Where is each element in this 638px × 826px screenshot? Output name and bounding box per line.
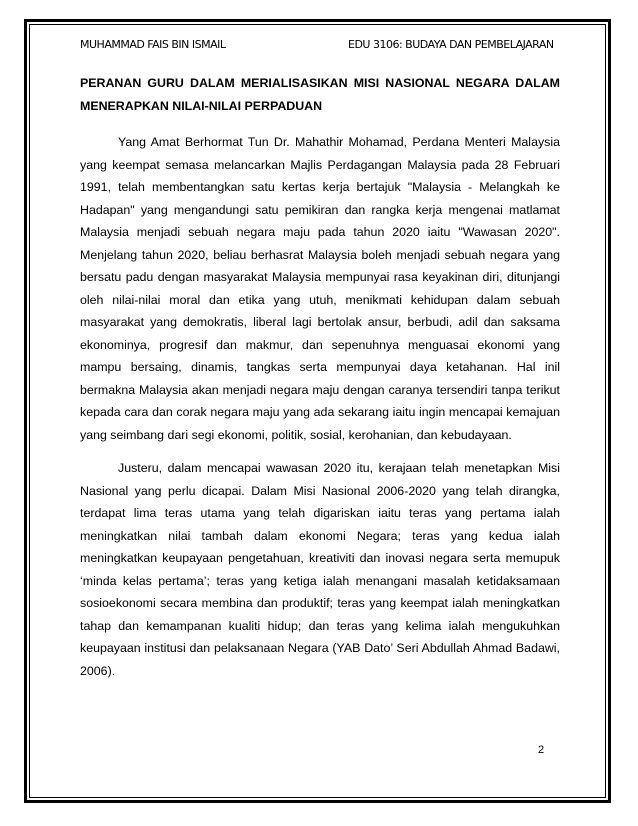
paragraph-1: Yang Amat Berhormat Tun Dr. Mahathir Mohamad, Perdana Menteri Malaysia yang keempat semasa melancarkan Majlis Perdagangan Malaysia pada 28 Februari 1991, telah membentangkan satu kertas kerja bertajuk "Malaysia - Melangkah ke Hadapan" yang mengandungi satu pemikiran dan rangka kerja mengenai matlamat Malaysia menjadi sebuah negara maju pada tahun 2020 iaitu "Wawasan 2020". Menjelang tahun 2020, beliau berhasrat Malaysia boleh menjadi sebuah negara yang bersatu padu dengan masyarakat Malaysia mempunyai rasa keyakinan diri, ditunjangi oleh nilai-nilai moral dan etika yang utuh, menikmati kehidupan dalam sebuah masyarakat yang demokratis, liberal lagi bertolak ansur, berbudi, adil dan saksama ekonominya, progresif dan makmur, dan sepenuhnya menguasai ekonomi yang mampu bersaing, dinamis, tangkas serta mempunyai daya ketahanan. Hal inil bermakna Malaysia akan menjadi negara maju dengan caranya tersendiri tanpa terikut kepada cara dan corak negara maju yang ada sekarang iaitu ingin mencapai kemajuan yang seimbang dari segi ekonomi, politik, sosial, kerohanian, dan kebudayaan. [80,135,560,442]
paragraph-2: Justeru, dalam mencapai wawasan 2020 itu, kerajaan telah menetapkan Misi Nasional yang perlu dicapai. Dalam Misi Nasional 2006-2020 yang telah dirangka, terdapat lima teras utama yang telah digariskan iaitu teras yang pertama ialah meningkatkan nilai tambah dalam ekonomi Negara; teras yang kedua ialah meningkatkan keupayaan pengetahuan, kreativiti dan inovasi negara serta memupuk ‘minda kelas pertama’; teras yang ketiga ialah menangani masalah ketidaksamaan sosioekonomi secara membina dan produktif; teras yang keempat ialah meningkatkan tahap dan kemampanan kualiti hidup; dan teras yang kelima ialah mengukuhkan keupayaan institusi dan pelaksanaan Negara (YAB Dato’ Seri Abdullah Ahmad Badawi, 2006). [80,461,560,678]
header-author: MUHAMMAD FAIS BIN ISMAIL [80,38,226,51]
page-number: 2 [538,744,545,756]
header-course: EDU 3106: BUDAYA DAN PEMBELAJARAN [348,38,554,51]
page-header [80,38,560,54]
document-body [80,72,560,693]
document-title: PERANAN GURU DALAM MERIALISASIKAN MISI NASIONAL NEGARA DALAM MENERAPKAN NILAI-NILAI PERPADUAN [80,76,560,113]
